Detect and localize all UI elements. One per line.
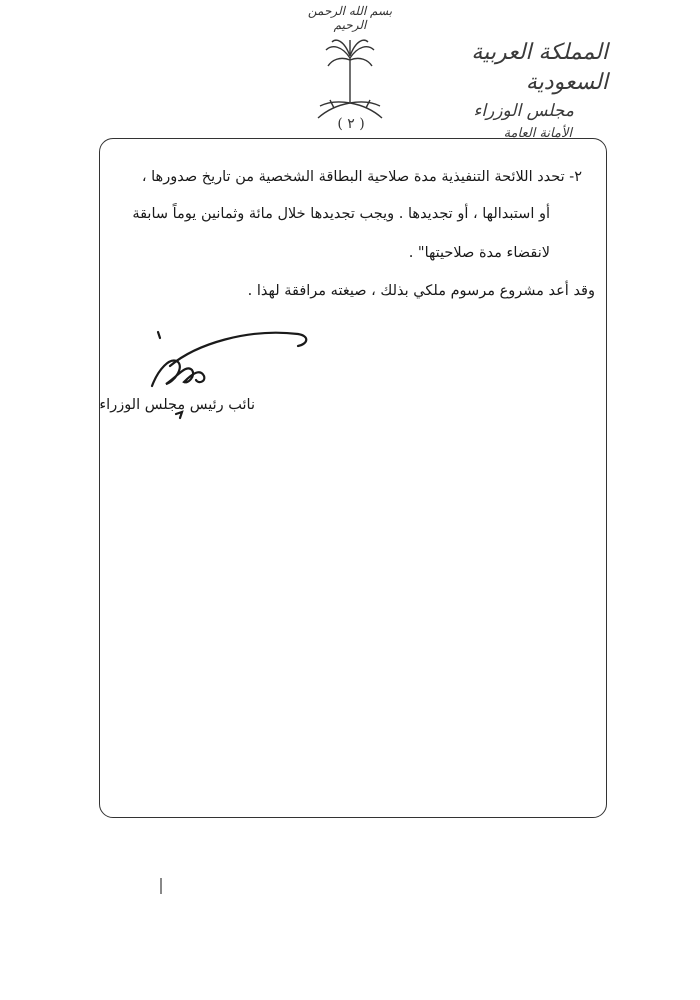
- council-name: مجلس الوزراء: [473, 101, 574, 121]
- margin-mark: [160, 878, 162, 894]
- body-line-3: لانقضاء مدة صلاحيتها" .: [408, 245, 550, 261]
- body-line-2: أو استبدالها ، أو تجديدها . ويجب تجديدها خلال مائة وثمانين يوماً سابقة: [132, 206, 550, 222]
- letterhead: [428, 38, 608, 144]
- kingdom-name: المملكة العربية السعودية: [471, 40, 608, 95]
- basmala: بسم الله الرحمن الرحيم: [307, 4, 393, 32]
- signatory-title: نائب رئيس مجلس الوزراء: [99, 397, 255, 413]
- document-frame: [99, 138, 607, 818]
- secretariat-name: الأمانة العامة: [503, 126, 572, 141]
- page-number: ( ٢ ): [337, 116, 365, 132]
- body-line-1: ٢- تحدد اللائحة التنفيذية مدة صلاحية البطاقة الشخصية من تاريخ صدورها ،: [141, 169, 582, 185]
- body-line-4: وقد أعد مشروع مرسوم ملكي بذلك ، صيغته مرافقة لهذا .: [247, 283, 595, 299]
- saudi-emblem-icon: [312, 36, 388, 128]
